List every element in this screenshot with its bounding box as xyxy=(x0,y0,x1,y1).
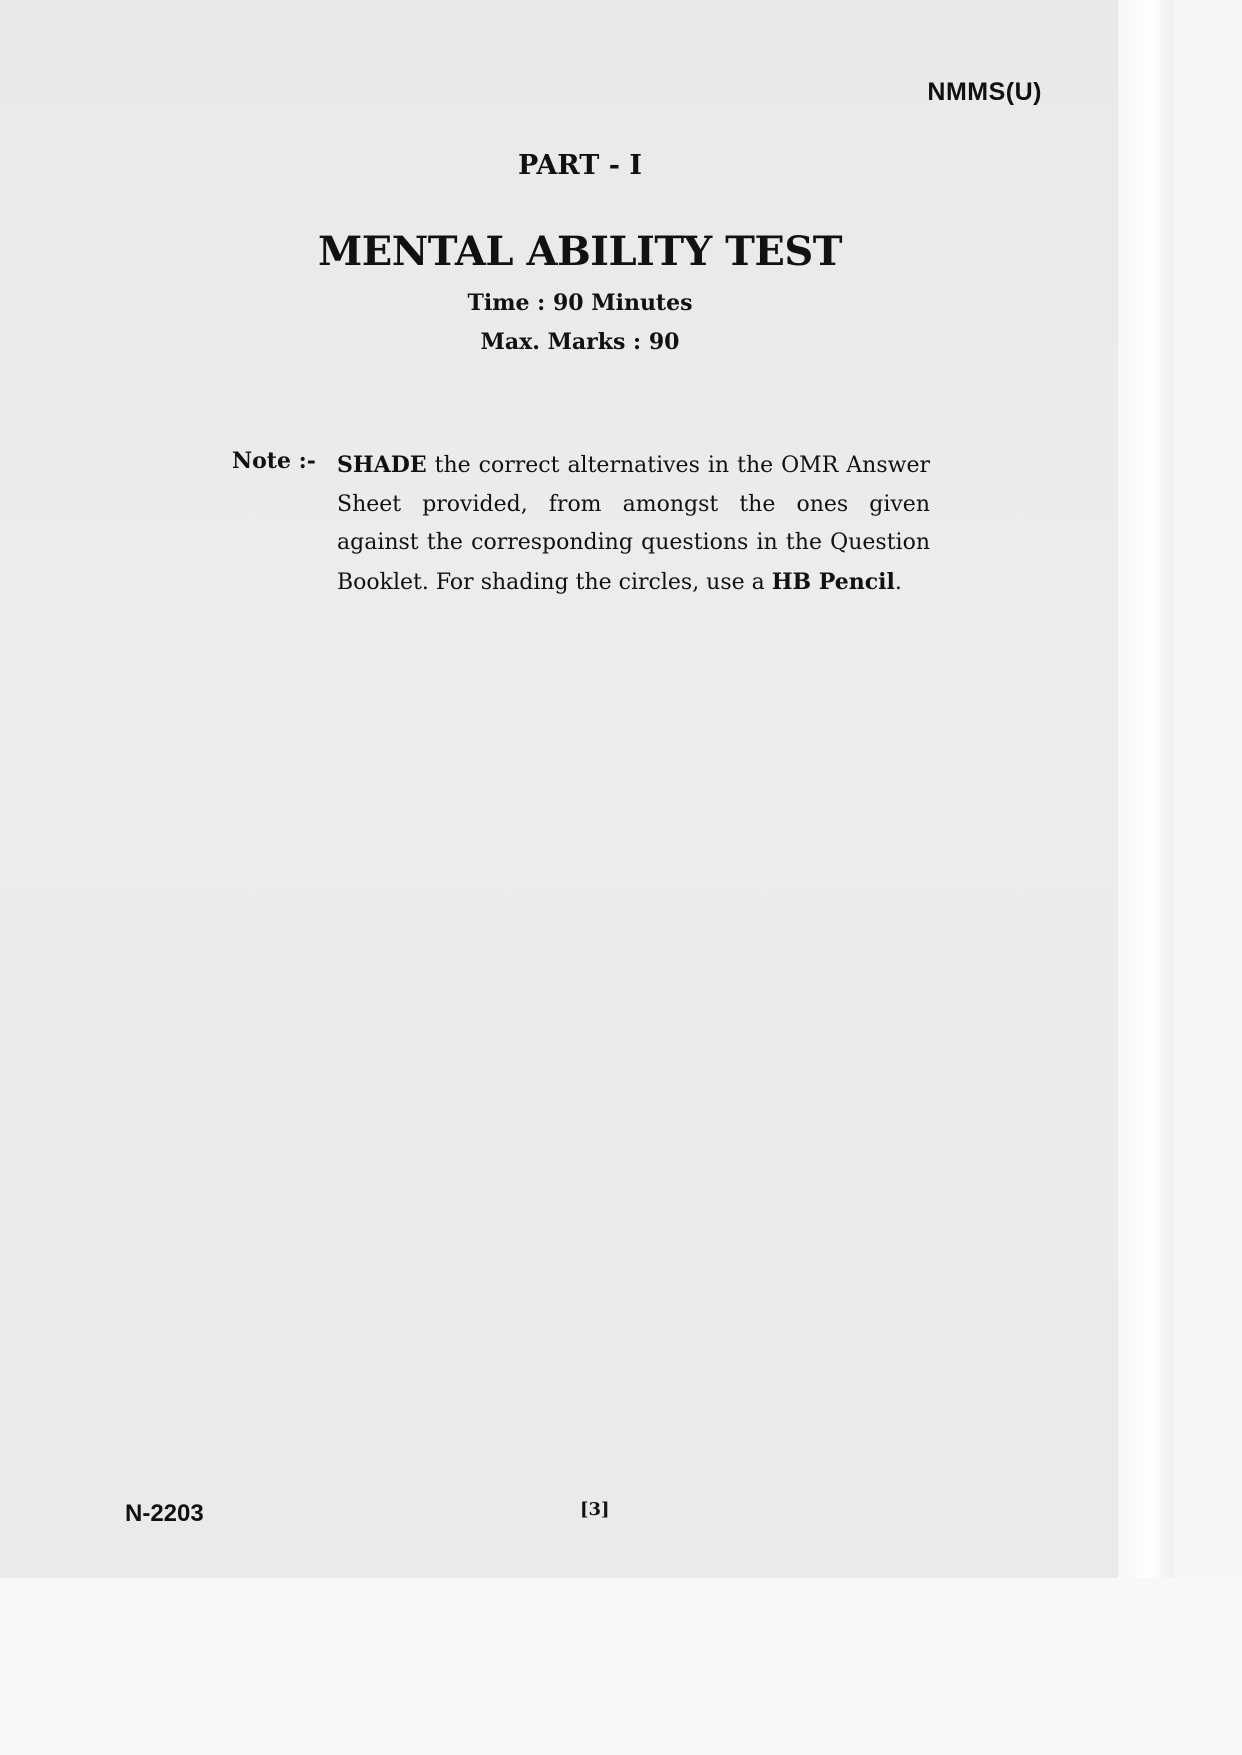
note-instructions xyxy=(337,446,930,602)
note-label: Note :- xyxy=(232,448,316,474)
max-marks-info: Max. Marks : 90 xyxy=(480,329,680,355)
note-end-punctuation: . xyxy=(894,569,902,595)
shade-keyword: SHADE xyxy=(337,452,427,478)
time-info: Time : 90 Minutes xyxy=(467,290,693,316)
scan-background-right xyxy=(1173,0,1242,1755)
part-title: PART - I xyxy=(518,150,642,181)
booklet-code-footer: N-2203 xyxy=(125,1500,204,1527)
test-title: MENTAL ABILITY TEST xyxy=(317,228,843,275)
hb-pencil-keyword: HB Pencil xyxy=(771,568,895,595)
note-main-text: the correct alternatives in the OMR Answer Sheet provided, from amongst the ones given against the corresponding questions in the Question Booklet. For shading the circles, use a xyxy=(337,453,930,595)
exam-code-header: NMMS(U) xyxy=(927,78,1042,106)
scan-background-bottom xyxy=(0,1578,1242,1755)
page-number: [3] xyxy=(580,1499,610,1520)
